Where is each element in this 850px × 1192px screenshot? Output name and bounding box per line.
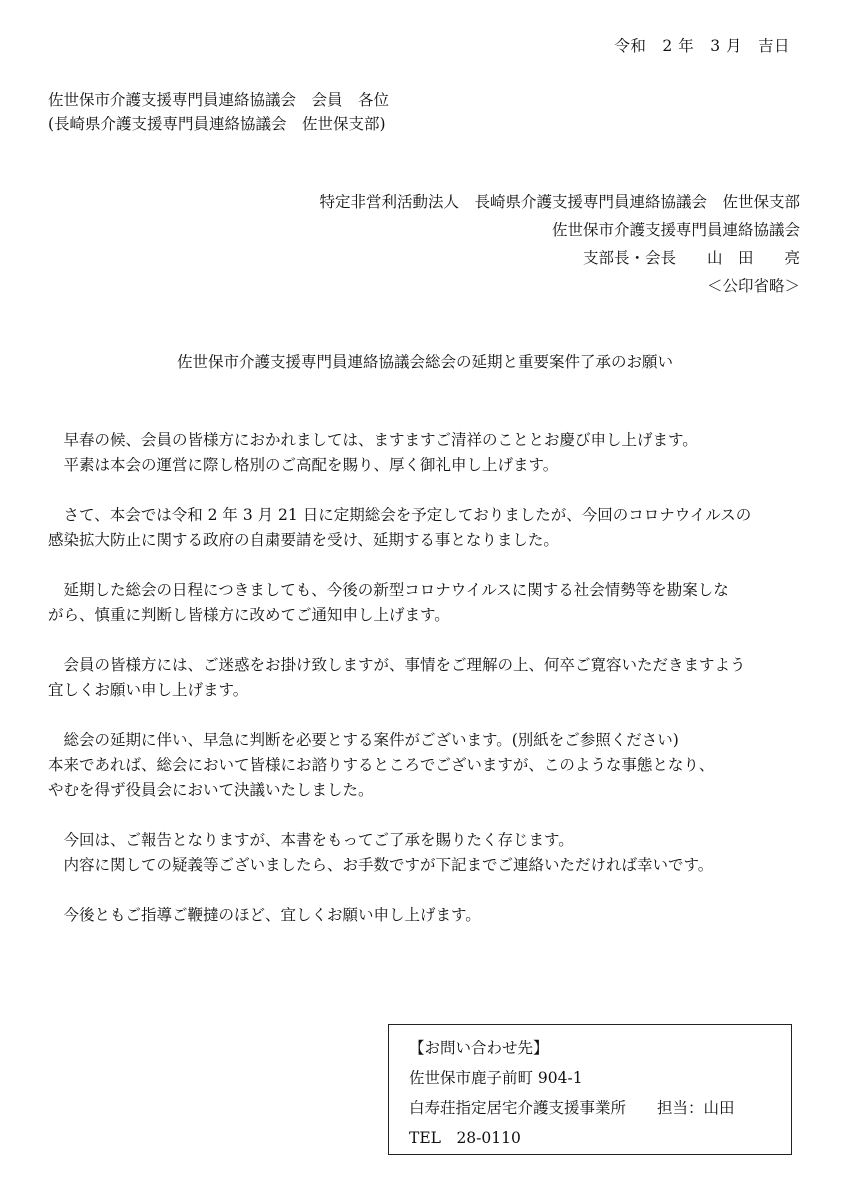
contact-heading: 【お問い合わせ先】 — [409, 1039, 549, 1057]
contact-box — [388, 1024, 792, 1155]
body-line: 会員の皆様方には、ご迷惑をお掛け致しますが、事情をご理解の上、何卒ご寛容いただきますよう — [48, 656, 746, 674]
addressee-block — [48, 88, 389, 136]
body-line: 総会の延期に伴い、早急に判断を必要とする案件がございます。(別紙をご参照ください) — [48, 731, 679, 749]
body-line: 内容に関しての疑義等ございましたら、お手数ですが下記までご連絡いただければ幸いです。 — [48, 856, 714, 874]
body-line: 今後ともご指導ご鞭撻のほど、宜しくお願い申し上げます。 — [48, 906, 481, 924]
body-line: やむを得ず役員会において決議いたしました。 — [48, 781, 374, 799]
sender-org-2: 佐世保市介護支援専門員連絡協議会 — [551, 221, 800, 239]
paragraph-3 — [48, 578, 808, 628]
paragraph-5 — [48, 728, 808, 803]
paragraph-6 — [48, 828, 808, 878]
letter-body — [48, 428, 808, 953]
sender-org-1: 特定非営利活動法人 長崎県介護支援専門員連絡協議会 佐世保支部 — [319, 193, 800, 211]
body-line: がら、慎重に判断し皆様方に改めてご通知申し上げます。 — [48, 606, 450, 624]
seal-note: ＜公印省略＞ — [706, 277, 800, 295]
contact-office: 白寿荘指定居宅介護支援事業所 担当：山田 — [409, 1099, 735, 1117]
paragraph-1 — [48, 428, 808, 478]
body-line: 感染拡大防止に関する政府の自粛要請を受け、延期する事となりました。 — [48, 531, 559, 549]
body-line: 今回は、ご報告となりますが、本書をもってご了承を賜りたく存じます。 — [48, 831, 574, 849]
body-line: 平素は本会の運営に際し格別のご高配を賜り、厚く御礼申し上げます。 — [48, 456, 559, 474]
body-line: さて、本会では令和 2 年 3 月 21 日に定期総会を予定しておりましたが、今回のコロナウイルスの — [48, 506, 752, 524]
paragraph-2 — [48, 503, 808, 553]
contact-address: 佐世保市鹿子前町 904-1 — [409, 1069, 583, 1087]
body-line: 本来であれば、総会において皆様にお諮りするところでございますが、このような事態となり、 — [48, 756, 715, 774]
paragraph-7 — [48, 903, 808, 928]
paragraph-4 — [48, 653, 808, 703]
addressee-line-1: 佐世保市介護支援専門員連絡協議会 会員 各位 — [48, 91, 390, 109]
document-title: 佐世保市介護支援専門員連絡協議会総会の延期と重要案件了承のお願い — [176, 353, 673, 371]
body-line: 早春の候、会員の皆様方におかれましては、ますますご清祥のこととお慶び申し上げます。 — [48, 431, 698, 449]
body-line: 延期した総会の日程につきましても、今後の新型コロナウイルスに関する社会情勢等を勘案しな — [48, 581, 729, 599]
sender-block — [319, 190, 800, 298]
addressee-line-2: (長崎県介護支援専門員連絡協議会 佐世保支部) — [48, 115, 386, 133]
letter-date: 令和 2 年 3 月 吉日 — [614, 37, 790, 55]
contact-tel: TEL 28-0110 — [409, 1129, 521, 1147]
sender-person: 支部長・会長 山 田 亮 — [582, 249, 800, 267]
body-line: 宜しくお願い申し上げます。 — [48, 681, 249, 699]
